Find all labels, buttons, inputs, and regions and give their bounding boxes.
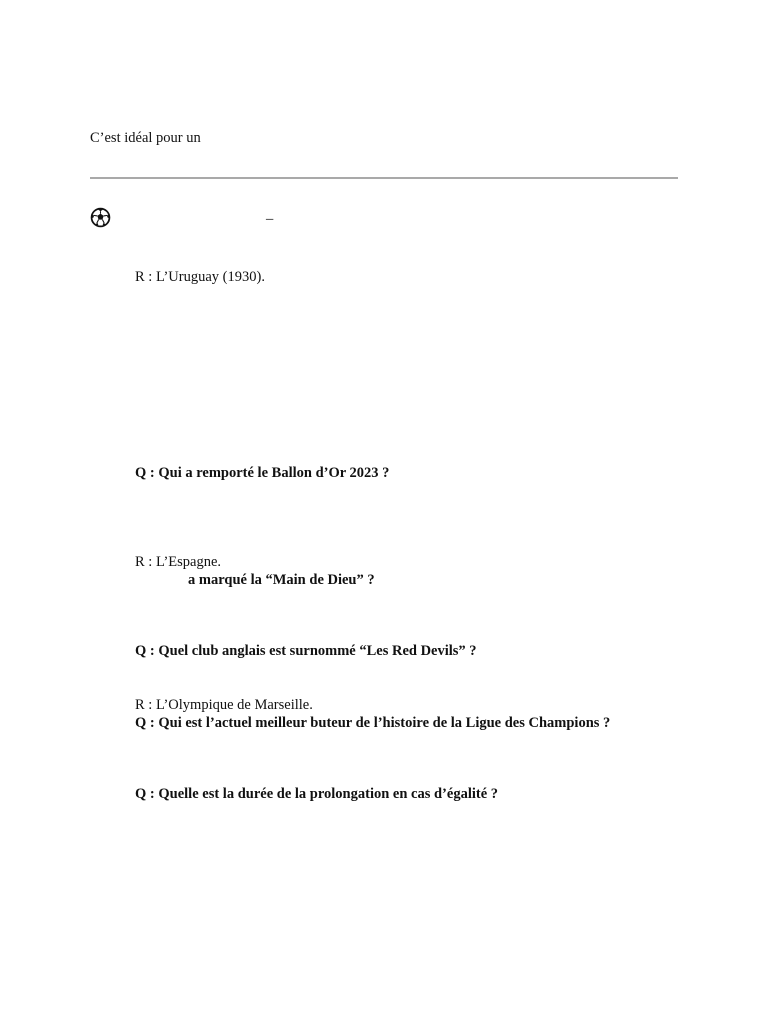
question-line: Q : Quel club anglais est surnommé “Les Red Devils” ? — [135, 643, 477, 659]
answer-line: R : L’Espagne. — [135, 554, 222, 570]
soccer-ball-icon — [90, 207, 111, 228]
question-line: Q : Quelle est la durée de la prolongation en cas d’égalité ? — [135, 786, 499, 802]
question-line: Q : Qui a remporté le Ballon d’Or 2023 ? — [135, 465, 390, 481]
answer-line: R : L’Olympique de Marseille. — [135, 697, 313, 713]
section-divider — [90, 177, 678, 179]
section-dash: – — [266, 211, 274, 227]
question-line: a marqué la “Main de Dieu” ? — [188, 572, 375, 588]
answer-line: R : L’Uruguay (1930). — [135, 269, 265, 285]
question-line: Q : Qui est l’actuel meilleur buteur de l’histoire de la Ligue des Champions ? — [135, 715, 611, 731]
intro-text: C’est idéal pour un — [90, 130, 201, 146]
